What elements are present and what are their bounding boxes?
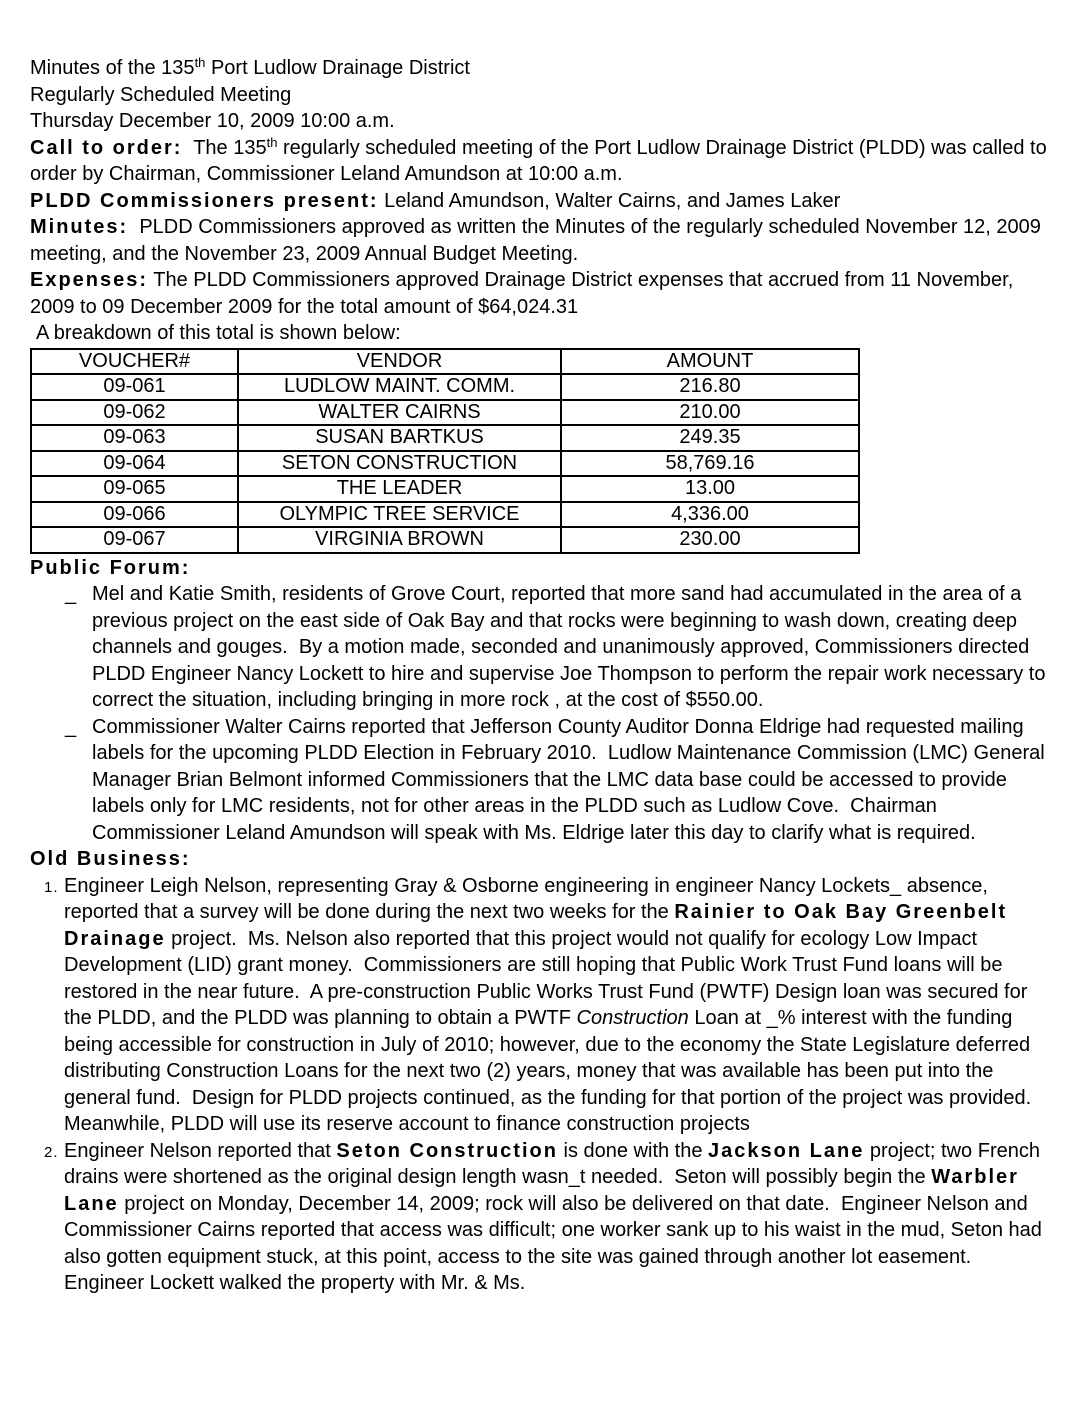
paragraph-commissioners-present: PLDD Commissioners present: Leland Amundson, Walter Cairns, and James Laker: [30, 189, 841, 212]
table-row: [31, 374, 859, 400]
voucher-cell: 09-066: [31, 502, 238, 528]
paragraph-breakdown-note: A breakdown of this total is shown below:: [36, 322, 401, 344]
document-title: [30, 55, 1050, 135]
vendor-cell: WALTER CAIRNS: [238, 400, 561, 426]
table-header-row: [31, 349, 859, 375]
amount-cell: 4,336.00: [561, 502, 859, 528]
vendor-cell: THE LEADER: [238, 476, 561, 502]
voucher-cell: 09-061: [31, 374, 238, 400]
item-number: 2.: [44, 1143, 59, 1161]
vendor-cell: VIRGINIA BROWN: [238, 527, 561, 553]
voucher-cell: 09-067: [31, 527, 238, 553]
vendor-cell: LUDLOW MAINT. COMM.: [238, 374, 561, 400]
voucher-cell: 09-064: [31, 451, 238, 477]
paragraph-minutes: Minutes: PLDD Commissioners approved as written the Minutes of the regularly scheduled November 12, 2009 meeting, and the November 23, 2009 Annual Budget Meeting.: [30, 216, 1041, 265]
voucher-cell: 09-063: [31, 425, 238, 451]
column-header-vendor: VENDOR: [238, 349, 561, 375]
section-heading-public-forum: [30, 555, 1050, 582]
expense-table: [30, 348, 860, 554]
bullet-item: [30, 581, 1050, 714]
vendor-cell: OLYMPIC TREE SERVICE: [238, 502, 561, 528]
amount-cell: 58,769.16: [561, 451, 859, 477]
table-row: [31, 400, 859, 426]
amount-cell: 210.00: [561, 400, 859, 426]
table-row: [31, 476, 859, 502]
bullet-item: [30, 714, 1050, 847]
voucher-cell: 09-062: [31, 400, 238, 426]
voucher-cell: 09-065: [31, 476, 238, 502]
bullet-marker: _: [65, 715, 77, 738]
numbered-item: [30, 873, 1050, 1138]
table-row: [31, 451, 859, 477]
title-line-1: Minutes of the 135th Port Ludlow Drainage District: [30, 55, 470, 79]
vendor-cell: SUSAN BARTKUS: [238, 425, 561, 451]
amount-cell: 230.00: [561, 527, 859, 553]
bullet-text: Commissioner Walter Cairns reported that Jefferson County Auditor Donna Eldrige had requested mailing labels for the upcoming PLDD Election in February 2010. Ludlow Maintenance Commission (LMC) General Manager Brian Belmont informed Commissioners that the LMC data base could be accessed to provide labels only for LMC residents, not for other areas in the PLDD such as Ludlow Cove. Chairman Commissioner Leland Amundson will speak with Ms. Eldrige later this day to clarify what is required.: [92, 715, 1045, 844]
amount-cell: 216.80: [561, 374, 859, 400]
bullet-text: Mel and Katie Smith, residents of Grove Court, reported that more sand had accumulated in the area of a previous project on the east side of Oak Bay and that rocks were beginning to wash down, creating deep channels and gouges. By a motion made, seconded and unanimously approved, Commissioners directed PLDD Engineer Nancy Lockett to hire and supervise Joe Thompson to perform the repair work necessary to correct the situation, including bringing in more rock , at the cost of $550.00.: [92, 583, 1046, 711]
title-line-3: Thursday December 10, 2009 10:00 a.m.: [30, 110, 395, 132]
bullet-marker: _: [65, 583, 77, 605]
numbered-item-text: Engineer Nelson reported that Seton Construction is done with the Jackson Lane project; two French drains were shortened as the original design length wasn_t needed. Seton will possibly begin the Warbler Lane project on Monday, December 14, 2009; rock will also be delivered on that date. Engineer Nelson and Commissioner Cairns reported that access was difficult; one worker sank up to his waist in the mud, Seton had also gotten equipment stuck, at this point, access to the site was gained through another lot easement. Engineer Lockett walked the property with Mr. & Ms.: [64, 1139, 1042, 1294]
numbered-item-text: Engineer Leigh Nelson, representing Gray & Osborne engineering in engineer Nancy Lockets_ absence, reported that a survey will be done during the next two weeks for the Rainier to Oak Bay Greenbelt Drainage project. Ms. Nelson also reported that this project would not qualify for ecology Low Impact Development (LID) grant money. Commissioners are still hoping that Public Work Trust Fund loans will be restored in the near future. A pre-construction Public Works Trust Fund (PWTF) Design loan was secured for the PLDD, and the PLDD was planning to obtain a PWTF Construction Loan at _% interest with the funding being accessible for construction in July of 2010; however, due to the economy the State Legislature deferred distributing Construction Loans for the next two (2) years, money that was available has been put into the general fund. Design for PLDD projects continued, as the funding for that portion of the project was provided. Meanwhile, PLDD will use its reserve account to finance construction projects: [64, 874, 1037, 1135]
amount-cell: 249.35: [561, 425, 859, 451]
table-row: [31, 502, 859, 528]
section-heading-old-business: [30, 846, 1050, 873]
numbered-item: [30, 1138, 1050, 1297]
section-heading-label: Old Business:: [30, 848, 191, 870]
table-row: [31, 527, 859, 553]
paragraph-expenses: Expenses: The PLDD Commissioners approved Drainage District expenses that accrued from 11 November, 2009 to 09 December 2009 for the total amount of $64,024.31: [30, 269, 1014, 318]
title-line-2: Regularly Scheduled Meeting: [30, 83, 292, 106]
column-header-amount: AMOUNT: [561, 349, 859, 375]
section-heading-label: Public Forum:: [30, 556, 191, 579]
table-row: [31, 425, 859, 451]
item-number: 1.: [44, 878, 59, 896]
vendor-cell: SETON CONSTRUCTION: [238, 451, 561, 477]
paragraph-call-to-order: Call to order: The 135th regularly scheduled meeting of the Port Ludlow Drainage District (PLDD) was called to order by Chairman, Commissioner Leland Amundson at 10:00 a.m.: [30, 134, 1047, 185]
column-header-voucher: VOUCHER#: [31, 349, 238, 375]
amount-cell: 13.00: [561, 476, 859, 502]
